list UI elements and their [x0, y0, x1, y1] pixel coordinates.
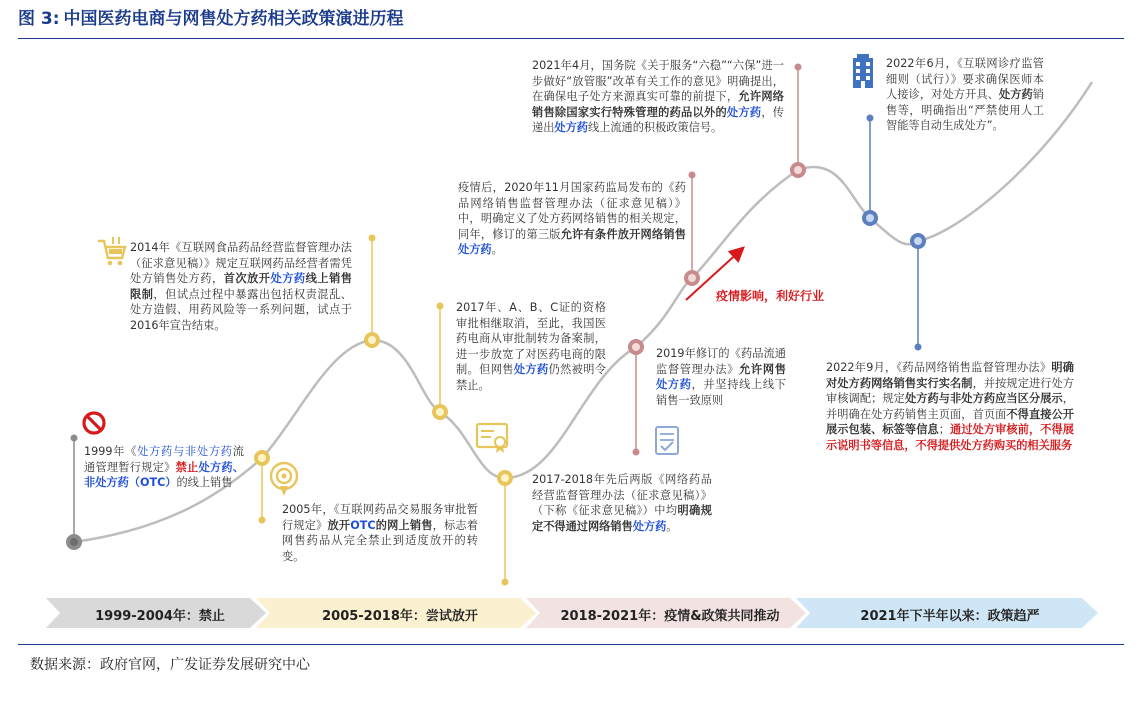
cap-2022b: [915, 344, 922, 351]
cap-2017: [437, 303, 444, 310]
node-2005: [254, 450, 270, 466]
event-2022-06: 2022年6月，《互联网诊疗监管细则（试行）》要求确保医师本人接诊，对处方开具、处方药销售等，明确指出“严禁使用人工智能等自动生成处方”。: [886, 57, 1044, 132]
event-2022-09: 2022年9月，《药品网络销售监督管理办法》明确对处方药网络销售实行实名制，并按规定进行处方审核调配；规定处方药与非处方药应当区分展示，并明确在处方药销售主页面，首页面不得直接公开展示包装、标签等信息；通过处方审核前，不得展示说明书等信息，不得提供处方药购买的相关服务: [826, 361, 1074, 452]
event-1999: 1999年《处方药与非处方药流通管理暂行规定》禁止处方药、非处方药（OTC）的线上销售: [84, 445, 244, 489]
node-1999: [66, 534, 82, 550]
cap-2021: [795, 64, 802, 71]
node-2022b: [910, 233, 926, 249]
event-2020: 疫情后，2020年11月国家药监局发布的《药品网络销售监督管理办法（征求意见稿）》中，明确定义了处方药网络销售的相关规定，同年，修订的第三版允许有条件放开网络销售处方药。: [458, 181, 686, 256]
impact-label: 疫情影响，利好行业: [716, 289, 825, 303]
broadcast-icon: [271, 463, 297, 496]
event-2017: 2017年、A、B、C证的资格审批相继取消，至此，我国医药电商从审批制转为备案制，进一步放宽了对医药电商的限制。但网售处方药仍然被明令禁止。: [456, 301, 606, 392]
figure-title: 图 3: 中国医药电商与网售处方药相关政策演进历程: [18, 9, 404, 29]
prohibit-icon: [84, 413, 104, 433]
event-2005: 2005年，《互联网药品交易服务审批暂行规定》放开OTC的网上销售，标志着网售药品从完全禁止到适度放开的转变。: [282, 503, 478, 563]
cap-2017b: [502, 579, 509, 586]
cap-2014: [369, 235, 376, 242]
phase-label-4: 2021年下半年以来：政策趋严: [860, 609, 1040, 624]
cap-2020: [689, 172, 696, 179]
event-2021: 2021年4月，国务院《关于服务“六稳”“六保”进一步做好“放管服”改革有关工作的意见》明确提出，在确保电子处方来源真实可靠的前提下，允许网络销售除国家实行特殊管理的药品以外的处方药，传递出处方药线上流通的积极政策信号。: [532, 59, 784, 134]
cap-2019: [633, 449, 640, 456]
node-2017: [432, 404, 448, 420]
node-2020: [684, 270, 700, 286]
node-2019: [628, 339, 644, 355]
phase-label-1: 1999-2004年：禁止: [95, 609, 225, 624]
node-2017b: [497, 470, 513, 486]
document-check-icon: [656, 427, 678, 454]
event-2014: 2014年《互联网食品药品经营监督管理办法（征求意见稿）》规定互联网药品经营者需凭处方销售处方药，首次放开处方药线上销售限制，但试点过程中暴露出包括权责混乱、处方造假、用药风险等一系列问题，试点于2016年宣告结束。: [130, 241, 352, 332]
certificate-icon: [477, 424, 507, 453]
bottom-rule: [18, 644, 1124, 645]
cap-2022a: [867, 115, 874, 122]
source-note: 数据来源：政府官网，广发证券发展研究中心: [30, 657, 310, 673]
cart-icon: [98, 237, 125, 265]
building-icon: [853, 54, 873, 88]
cap-1999: [71, 435, 78, 442]
cap-2005: [259, 517, 266, 524]
node-2014: [364, 332, 380, 348]
phase-label-2: 2005-2018年：尝试放开: [322, 609, 478, 624]
event-2017-2018: 2017-2018年先后两版《网络药品经营监督管理办法（征求意见稿）》（下称《征求意见稿》）中均明确规定不得通过网络销售处方药。: [532, 473, 712, 533]
node-2021: [790, 162, 806, 178]
node-2022a: [862, 210, 878, 226]
phase-label-3: 2018-2021年：疫情&政策共同推动: [560, 609, 780, 624]
event-2019: 2019年修订的《药品流通监督管理办法》允许网售处方药，并坚持线上线下销售一致原则: [656, 347, 786, 407]
